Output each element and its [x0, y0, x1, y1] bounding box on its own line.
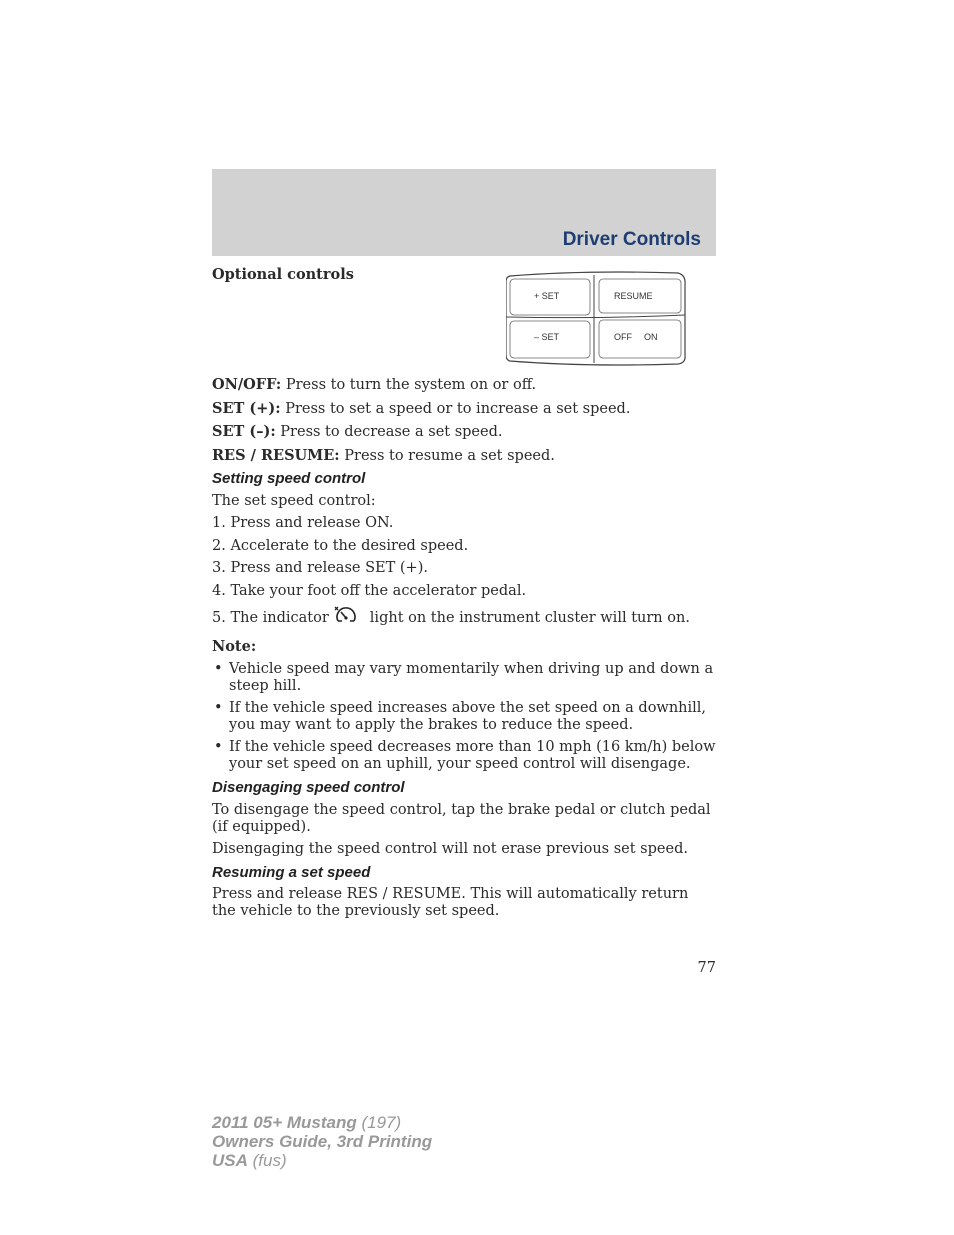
definition-desc: Press to decrease a set speed.: [275, 424, 503, 440]
step-5-text-after: light on the instrument cluster will turn on.: [369, 610, 690, 626]
setting-intro: The set speed control:: [212, 492, 376, 509]
step-2: 2. Accelerate to the desired speed.: [212, 537, 469, 554]
definition-term: RES / RESUME:: [212, 446, 340, 464]
disengaging-speed-control-heading: Disengaging speed control: [212, 779, 405, 796]
speed-control-panel-illustration: [506, 271, 686, 372]
definition-term: SET (+):: [212, 399, 281, 417]
footer-line-3: [212, 1151, 432, 1170]
setting-speed-control-heading: Setting speed control: [212, 470, 366, 487]
step-4: 4. Take your foot off the accelerator pedal.: [212, 582, 527, 599]
definition-set-plus: [212, 400, 716, 418]
speed-control-indicator-icon: [334, 605, 358, 632]
footer-market-code: (fus): [247, 1151, 287, 1170]
resuming-paragraph: Press and release RES / RESUME. This will automatically return the vehicle to the previously set speed.: [212, 886, 689, 919]
off-label: OFF: [614, 332, 632, 342]
page-content: [212, 266, 716, 919]
header-band: [212, 169, 716, 256]
optional-controls-heading: Optional controls: [212, 266, 354, 283]
set-plus-label: + SET: [534, 291, 560, 301]
definition-desc: Press to resume a set speed.: [339, 447, 555, 464]
disengaging-paragraph-2: Disengaging the speed control will not erase previous set speed.: [212, 841, 688, 857]
step-5: [212, 605, 716, 632]
resume-label: RESUME: [614, 291, 653, 301]
list-item: • Vehicle speed may vary momentarily when driving up and down a steep hill.: [212, 661, 716, 695]
resuming-set-speed-heading: Resuming a set speed: [212, 863, 371, 881]
definition-desc: Press to turn the system on or off.: [281, 377, 537, 393]
list-item: • If the vehicle speed increases above the set speed on a downhill, you may want to apply the brakes to reduce the speed.: [212, 700, 716, 734]
list-item: • If the vehicle speed decreases more than 10 mph (16 km/h) below your set speed on an uphill, your speed control will disengage.: [212, 739, 716, 773]
note-label: [212, 638, 716, 656]
set-minus-label: – SET: [534, 332, 560, 342]
footer-model-code: (197): [356, 1113, 402, 1132]
footer-line-1: [212, 1113, 432, 1132]
note-label-text: Note:: [212, 637, 257, 655]
definition-desc: Press to set a speed or to increase a set speed.: [280, 400, 631, 417]
step-5-text-before: 5. The indicator: [212, 610, 329, 626]
disengaging-paragraph-1: To disengage the speed control, tap the brake pedal or clutch pedal (if equipped).: [212, 801, 711, 835]
document-footer: [212, 1113, 432, 1170]
definition-term: ON/OFF:: [212, 376, 282, 393]
footer-line-2: Owners Guide, 3rd Printing: [212, 1132, 433, 1151]
footer-model: 2011 05+ Mustang: [212, 1113, 357, 1132]
page-section-title: Driver Controls: [562, 229, 701, 250]
page-number: 77: [697, 960, 716, 976]
step-3: 3. Press and release SET (+).: [212, 560, 428, 576]
definition-set-minus: [212, 423, 716, 441]
definition-on-off: [212, 376, 716, 394]
footer-market: USA: [212, 1151, 248, 1170]
definition-term: SET (–):: [212, 423, 276, 440]
on-label: ON: [644, 332, 658, 342]
note-list: [212, 661, 716, 773]
definition-resume: [212, 447, 716, 465]
control-definitions: [212, 376, 716, 926]
step-1: 1. Press and release ON.: [212, 515, 394, 531]
